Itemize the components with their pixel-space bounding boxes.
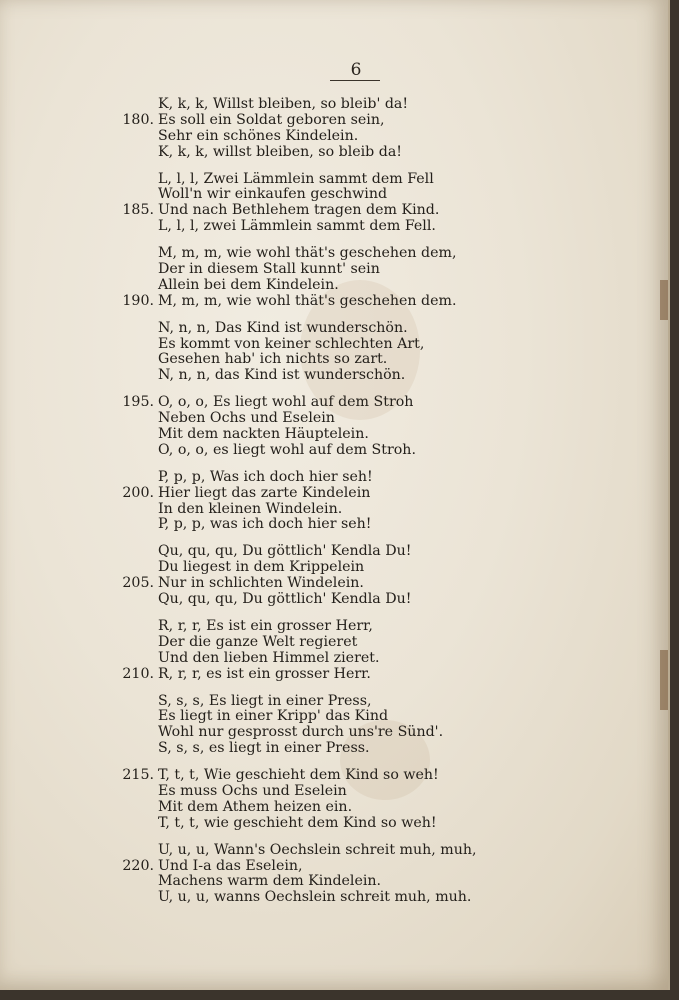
verse-line	[0, 784, 668, 800]
verse-line	[0, 427, 668, 443]
verse-line	[0, 768, 668, 784]
verse-line	[0, 294, 668, 310]
line-number: 195.	[122, 394, 154, 411]
verse-text: Und den lieben Himmel zieret.	[158, 649, 380, 666]
line-number: 205.	[122, 575, 154, 592]
verse-text: O, o, o, es liegt wohl auf dem Stroh.	[158, 441, 416, 458]
verse-line	[0, 172, 668, 188]
verse-text: Du liegest in dem Krippelein	[158, 559, 365, 576]
line-number: 185.	[122, 202, 154, 219]
verse-text: Neben Ochs und Eselein	[158, 410, 335, 427]
line-number: 210.	[122, 665, 154, 682]
verse-line	[0, 635, 668, 651]
verse-text: M, m, m, wie wohl thät's geschehen dem.	[158, 292, 457, 309]
stanza	[0, 321, 668, 385]
verse-text: L, l, l, zwei Lämmlein sammt dem Fell.	[158, 218, 436, 235]
stanza	[0, 843, 668, 907]
line-number: 200.	[122, 484, 154, 501]
verse-line	[0, 890, 668, 906]
verse-text: U, u, u, wanns Oechslein schreit muh, muh.	[158, 889, 472, 906]
verse-text: S, s, s, es liegt in einer Press.	[158, 740, 370, 757]
verse-line	[0, 352, 668, 368]
verse-text: L, l, l, Zwei Lämmlein sammt dem Fell	[158, 170, 434, 187]
verse-text: Der in diesem Stall kunnt' sein	[158, 261, 380, 278]
verse-text: M, m, m, wie wohl thät's geschehen dem,	[158, 245, 457, 262]
verse-text: K, k, k, Willst bleiben, so bleib' da!	[158, 96, 409, 112]
verse-line	[0, 486, 668, 502]
stanza	[0, 395, 668, 459]
verse-line	[0, 709, 668, 725]
verse-line	[0, 592, 668, 608]
verse-line	[0, 219, 668, 235]
verse-text: T, t, t, wie geschieht dem Kind so weh!	[158, 814, 437, 831]
verse-line	[0, 502, 668, 518]
verse-body	[0, 97, 668, 917]
verse-line	[0, 576, 668, 592]
page-number: 6	[350, 60, 362, 80]
verse-text: Gesehen hab' ich nichts so zart.	[158, 351, 388, 368]
line-number: 215.	[122, 767, 154, 784]
line-number: 220.	[122, 857, 154, 874]
verse-line	[0, 97, 668, 113]
verse-line	[0, 517, 668, 533]
line-number: 180.	[122, 111, 154, 128]
verse-text: Es kommt von keiner schlechten Art,	[158, 335, 425, 352]
verse-text: Der die ganze Welt regieret	[158, 633, 358, 650]
verse-line	[0, 411, 668, 427]
verse-line	[0, 741, 668, 757]
verse-line	[0, 129, 668, 145]
stanza	[0, 768, 668, 832]
verse-line	[0, 337, 668, 353]
verse-line	[0, 246, 668, 262]
line-number: 190.	[122, 292, 154, 309]
stanza	[0, 470, 668, 534]
verse-line	[0, 470, 668, 486]
verse-text: Es soll ein Soldat geboren sein,	[158, 111, 385, 128]
verse-text: N, n, n, das Kind ist wunderschön.	[158, 367, 406, 384]
verse-text: In den kleinen Windelein.	[158, 500, 343, 517]
verse-line	[0, 859, 668, 875]
verse-text: P, p, p, was ich doch hier seh!	[158, 516, 372, 533]
verse-text: O, o, o, Es liegt wohl auf dem Stroh	[158, 394, 414, 411]
verse-text: Wohl nur gesprosst durch uns're Sünd'.	[158, 724, 444, 741]
verse-line	[0, 694, 668, 710]
stanza	[0, 172, 668, 236]
verse-line	[0, 262, 668, 278]
verse-line	[0, 321, 668, 337]
verse-line	[0, 667, 668, 683]
verse-text: Sehr ein schönes Kindelein.	[158, 127, 359, 144]
verse-text: R, r, r, es ist ein grosser Herr.	[158, 665, 371, 682]
verse-text: P, p, p, Was ich doch hier seh!	[158, 468, 373, 485]
page-number-rule	[330, 80, 380, 81]
verse-text: Hier liegt das zarte Kindelein	[158, 484, 371, 501]
stanza	[0, 544, 668, 608]
verse-line	[0, 800, 668, 816]
verse-line	[0, 843, 668, 859]
verse-line	[0, 395, 668, 411]
verse-text: N, n, n, Das Kind ist wunderschön.	[158, 319, 408, 336]
verse-text: K, k, k, willst bleiben, so bleib da!	[158, 143, 403, 160]
verse-text: Qu, qu, qu, Du göttlich' Kendla Du!	[158, 543, 412, 560]
verse-text: Qu, qu, qu, Du göttlich' Kendla Du!	[158, 591, 412, 608]
verse-line	[0, 544, 668, 560]
stanza	[0, 694, 668, 758]
verse-text: Machens warm dem Kindelein.	[158, 873, 382, 890]
verse-line	[0, 816, 668, 832]
stanza	[0, 619, 668, 683]
verse-line	[0, 187, 668, 203]
verse-line	[0, 443, 668, 459]
verse-text: Allein bei dem Kindelein.	[158, 276, 339, 293]
verse-text: Und nach Bethlehem tragen dem Kind.	[158, 202, 440, 219]
verse-line	[0, 145, 668, 161]
verse-line	[0, 278, 668, 294]
verse-line	[0, 203, 668, 219]
stanza	[0, 246, 668, 310]
verse-line	[0, 725, 668, 741]
verse-text: Es muss Ochs und Eselein	[158, 782, 347, 799]
verse-line	[0, 368, 668, 384]
verse-text: Es liegt in einer Kripp' das Kind	[158, 708, 389, 725]
verse-text: Und I-a das Eselein,	[158, 857, 303, 874]
verse-text: Nur in schlichten Windelein.	[158, 575, 364, 592]
stanza	[0, 97, 668, 161]
verse-text: Woll'n wir einkaufen geschwind	[158, 186, 388, 203]
verse-text: U, u, u, Wann's Oechslein schreit muh, muh,	[158, 841, 477, 858]
verse-text: Mit dem Athem heizen ein.	[158, 798, 353, 815]
verse-text: R, r, r, Es ist ein grosser Herr,	[158, 617, 373, 634]
verse-line	[0, 651, 668, 667]
verse-line	[0, 619, 668, 635]
verse-text: Mit dem nackten Häuptelein.	[158, 426, 369, 443]
verse-line	[0, 113, 668, 129]
verse-line	[0, 874, 668, 890]
verse-text: T, t, t, Wie geschieht dem Kind so weh!	[158, 767, 439, 784]
verse-text: S, s, s, Es liegt in einer Press,	[158, 692, 372, 709]
verse-line	[0, 560, 668, 576]
